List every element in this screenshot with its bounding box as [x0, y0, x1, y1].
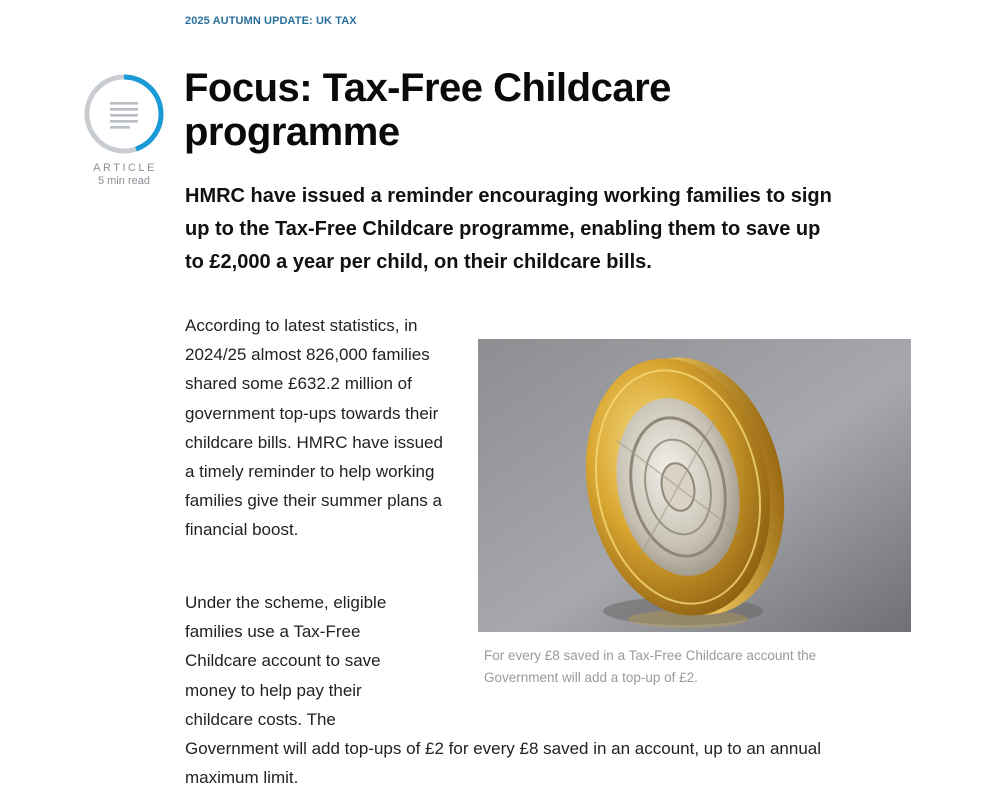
page-title: Focus: Tax-Free Childcare programme: [184, 66, 671, 154]
article-standfirst: HMRC have issued a reminder encouraging working families to sign up to the Tax-Free Childcare programme, enabling them to save up to £2,000 a year per child, on their childcare bills.: [185, 185, 832, 273]
article-paragraph: [185, 311, 453, 545]
image-caption: For every £8 saved in a Tax-Free Childcare account the Government will add a top-up of £2.: [484, 648, 817, 685]
coin-photo: [478, 339, 911, 632]
section-kicker[interactable]: 2025 AUTUMN UPDATE: UK TAX: [185, 15, 357, 27]
paragraph-text: Under the scheme, eligible families use a Tax-Free Childcare account to save money to help pay their childcare costs. The Government will add top-ups of £2 for every £8 saved in an account, up to an annual maximum limit.: [185, 593, 822, 788]
document-icon: [82, 72, 166, 156]
article-badge: [82, 72, 166, 187]
read-time: 5 min read: [98, 175, 150, 187]
paragraph-text: According to latest statistics, in 2024/25 almost 826,000 families shared some £632.2 million of government top-ups towards their childcare bills. HMRC have issued a timely reminder to help working families give their summer plans a financial boost.: [185, 316, 443, 540]
article-type-label: ARTICLE: [93, 162, 157, 174]
